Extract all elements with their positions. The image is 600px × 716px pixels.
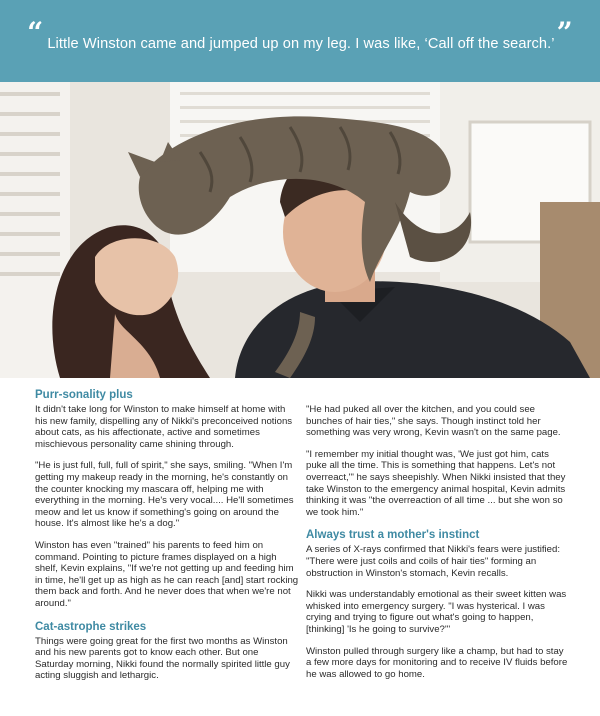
pull-quote-text: Little Winston came and jumped up on my leg. I was like, ‘Call off the search.’ xyxy=(47,36,555,52)
paragraph: "He is just full, full, full of spirit," she says, smiling. "When I'm getting my makeup ready in the morning, he's constantly on the counter knocking my mascara off, helping me with everything in the morning. He's very vocal.... He'll sometimes meow and let us know if something's going on around the house. It's almost like he's a dog." xyxy=(35,460,294,530)
pull-quote xyxy=(27,16,573,55)
photo-couple-with-cat-illustration xyxy=(0,82,600,378)
paragraph: It didn't take long for Winston to make himself at home with his new family, dispelling any of Nikki's preconceived notions about cats, as his affectionate, active and sometimes mischievous personality came shining through. xyxy=(35,404,293,450)
right-column xyxy=(306,404,570,690)
article-body xyxy=(0,378,600,716)
paragraph: A series of X-rays confirmed that Nikki's fears were justified: "There were just coils and coils of hair ties" forming an obstruction in Winston's stomach, Kevin recalls. xyxy=(306,544,561,579)
article-photo xyxy=(0,82,600,378)
paragraph: "I remember my initial thought was, 'We just got him, cats puke all the time. This is something that happens. Let's not overreact,'" he says sheepishly. When Nikki insisted that they take Winston to the emergency animal hospital, Kevin admits thinking it was "the overreaction of all time ... but she won so we took him." xyxy=(306,448,566,518)
heading-cat-astrophe-strikes: Cat-astrophe strikes xyxy=(35,620,147,633)
paragraph: Winston pulled through surgery like a champ, but had to stay a few more days for monitoring and to receive IV fluids before he was allowed to go home. xyxy=(306,645,568,680)
paragraph: "He had puked all over the kitchen, and you could see bunches of hair ties," she says. Though instinct told her something was very wrong, Kevin wasn't on the same page. xyxy=(306,404,561,439)
paragraph: Things were going great for the first two months as Winston and his new parents got to know each other. But one Saturday morning, Nikki found the normally spirited little guy acting sluggish and lethargic. xyxy=(35,635,290,682)
close-quote-mark: ” xyxy=(556,16,573,49)
open-quote-mark: “ xyxy=(27,16,44,49)
pull-quote-banner xyxy=(0,0,600,82)
heading-always-trust-a-mothers-instinct: Always trust a mother's instinct xyxy=(306,529,480,542)
left-column xyxy=(35,388,299,692)
paragraph: Winston has even "trained" his parents to feed him on command. Pointing to picture frames displayed on a high shelf, Kevin explains, "If we're not getting up and feeding him in time, he'll get up as high as he can reach [and] start rocking them back and forth. And he never does that when we're not around." xyxy=(35,539,299,609)
heading-purr-sonality-plus: Purr-sonality plus xyxy=(35,389,133,401)
paragraph: Nikki was understandably emotional as their sweet kitten was whisked into emergency surgery. "I was hysterical. I was crying and trying to figure out what's going to happen, [thinking] 'Is he going to survive?'" xyxy=(306,589,567,635)
